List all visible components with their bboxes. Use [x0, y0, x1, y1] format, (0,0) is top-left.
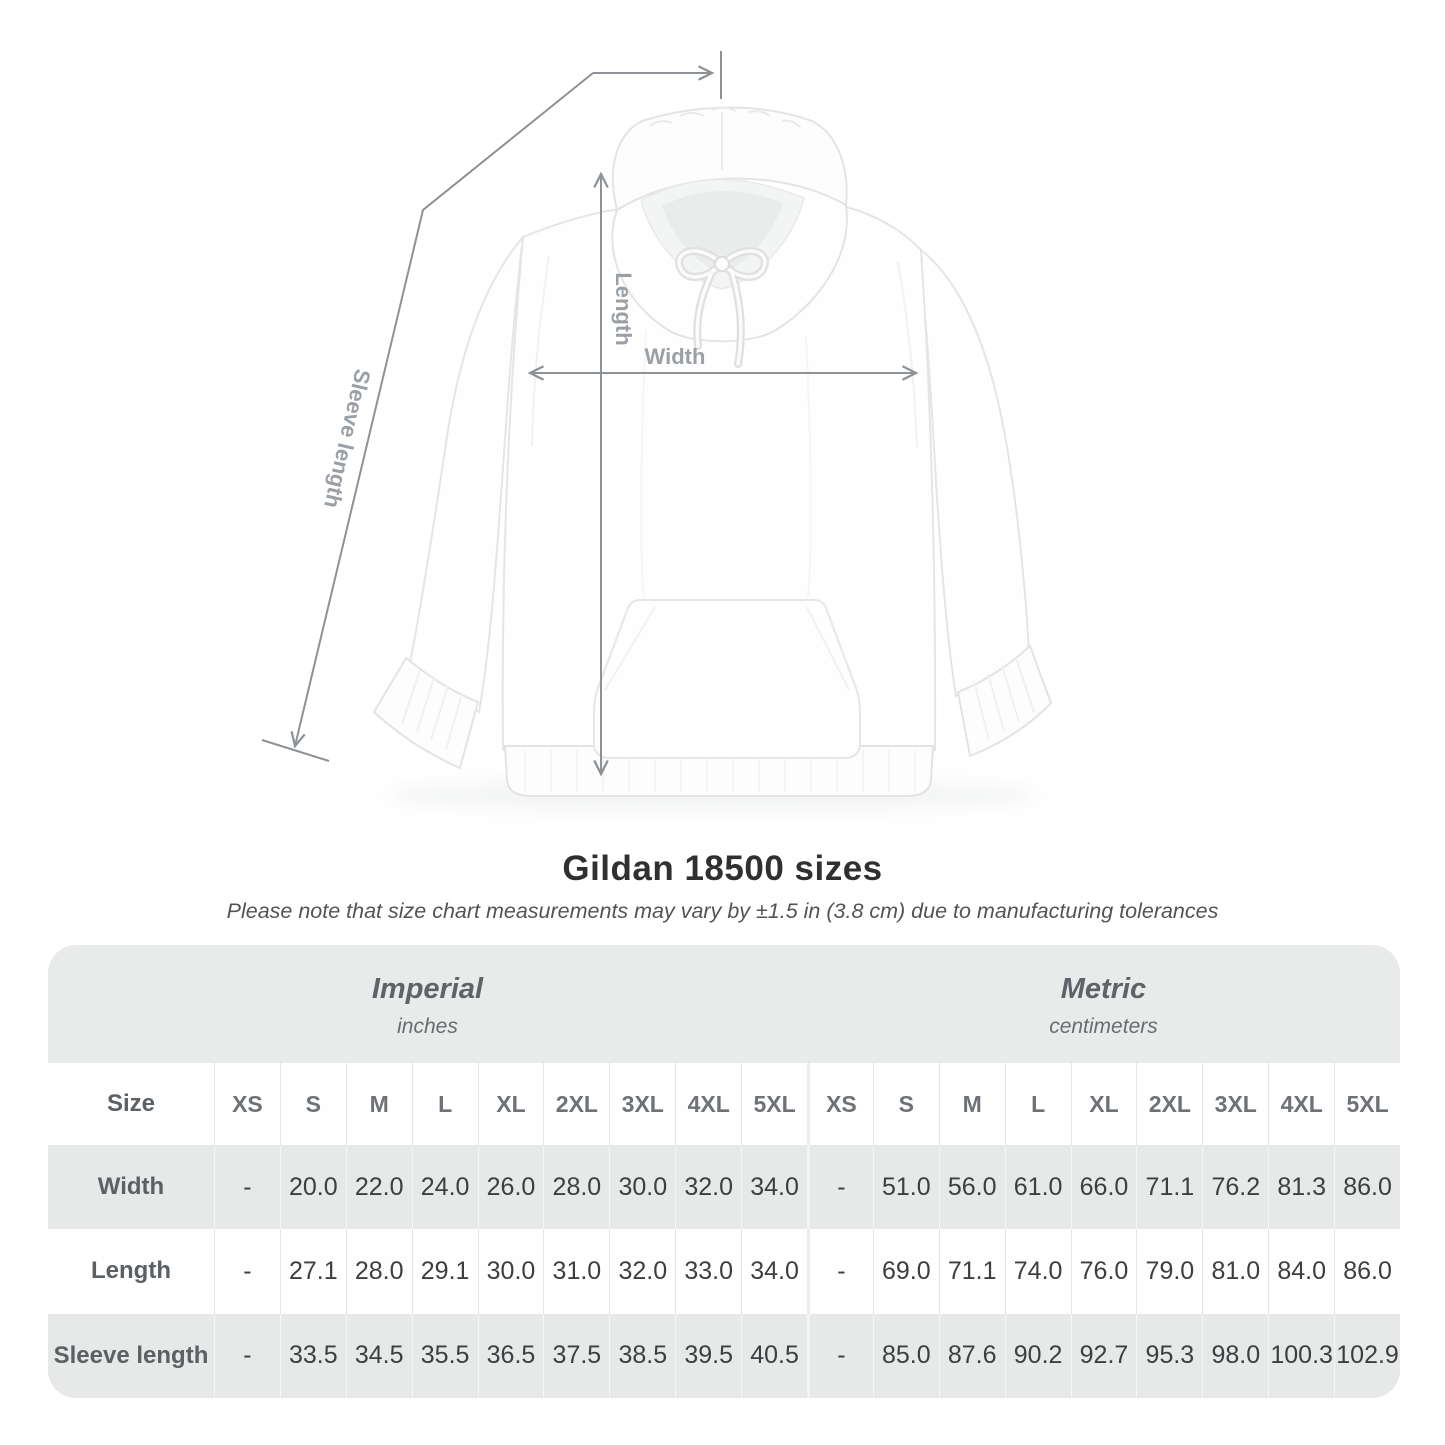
cell: - — [807, 1229, 873, 1313]
col-header: L — [412, 1063, 478, 1145]
cell: 81.3 — [1268, 1145, 1334, 1229]
cell: 27.1 — [280, 1229, 346, 1313]
cell: 28.0 — [346, 1229, 412, 1313]
hoodie-pocket — [594, 600, 860, 758]
cell: 30.0 — [609, 1145, 675, 1229]
col-header: XS — [807, 1063, 873, 1145]
cell: 87.6 — [939, 1314, 1005, 1398]
cell: 30.0 — [478, 1229, 544, 1313]
cell: 71.1 — [939, 1229, 1005, 1313]
cell: 76.0 — [1071, 1229, 1137, 1313]
cell: 95.3 — [1136, 1314, 1202, 1398]
cell: 33.0 — [675, 1229, 741, 1313]
cell: 26.0 — [478, 1145, 544, 1229]
col-header: 4XL — [1268, 1063, 1334, 1145]
cell: 29.1 — [412, 1229, 478, 1313]
cell: 92.7 — [1071, 1314, 1137, 1398]
size-table — [48, 945, 1400, 1398]
col-header: 2XL — [543, 1063, 609, 1145]
sleeve-length-label: Sleeve length — [319, 366, 376, 511]
cell: - — [214, 1229, 280, 1313]
cell: - — [214, 1145, 280, 1229]
tolerance-note: Please note that size chart measurements may vary by ±1.5 in (3.8 cm) due to manufacturing tolerances — [226, 899, 1219, 923]
metric-title: Metric — [1060, 973, 1147, 1005]
cell: 56.0 — [939, 1145, 1005, 1229]
cell: 100.3 — [1268, 1314, 1334, 1398]
cell: 84.0 — [1268, 1229, 1334, 1313]
cell: 102.9 — [1334, 1314, 1400, 1398]
width-label: Width — [644, 344, 706, 369]
cell: 40.5 — [741, 1314, 807, 1398]
cell: - — [214, 1314, 280, 1398]
row-label: Length — [48, 1229, 214, 1313]
cell: 86.0 — [1334, 1145, 1400, 1229]
col-header: XL — [478, 1063, 544, 1145]
cell: 66.0 — [1071, 1145, 1137, 1229]
cell: - — [807, 1145, 873, 1229]
imperial-title: Imperial — [371, 973, 484, 1005]
cell: 20.0 — [280, 1145, 346, 1229]
cell: 39.5 — [675, 1314, 741, 1398]
cell: 51.0 — [873, 1145, 939, 1229]
cell: 90.2 — [1005, 1314, 1071, 1398]
cell: 37.5 — [543, 1314, 609, 1398]
cell: 98.0 — [1202, 1314, 1268, 1398]
col-header: 5XL — [1334, 1063, 1400, 1145]
cell: 34.0 — [741, 1229, 807, 1313]
cell: 32.0 — [609, 1229, 675, 1313]
cell: 74.0 — [1005, 1229, 1071, 1313]
length-label: Length — [611, 272, 636, 346]
cell: 34.5 — [346, 1314, 412, 1398]
col-header: 3XL — [1202, 1063, 1268, 1145]
col-header: 5XL — [741, 1063, 807, 1145]
col-header: XS — [214, 1063, 280, 1145]
drawstring-knot — [715, 257, 729, 271]
cell: 32.0 — [675, 1145, 741, 1229]
col-header: 4XL — [675, 1063, 741, 1145]
cell: 79.0 — [1136, 1229, 1202, 1313]
row-label: Sleeve length — [48, 1314, 214, 1398]
metric-unit: centimeters — [1049, 1015, 1158, 1038]
cell: 38.5 — [609, 1314, 675, 1398]
col-header: S — [873, 1063, 939, 1145]
cell: 35.5 — [412, 1314, 478, 1398]
page-title: Gildan 18500 sizes — [562, 849, 883, 888]
cell: 76.2 — [1202, 1145, 1268, 1229]
col-header: M — [939, 1063, 1005, 1145]
cell: 31.0 — [543, 1229, 609, 1313]
col-header: L — [1005, 1063, 1071, 1145]
cell: 28.0 — [543, 1145, 609, 1229]
cell: 71.1 — [1136, 1145, 1202, 1229]
cell: 36.5 — [478, 1314, 544, 1398]
imperial-section-header — [48, 945, 807, 1063]
row-label: Width — [48, 1145, 214, 1229]
cell: 61.0 — [1005, 1145, 1071, 1229]
hoodie-illustration — [374, 108, 1051, 814]
col-header: 2XL — [1136, 1063, 1202, 1145]
cell: 86.0 — [1334, 1229, 1400, 1313]
cell: 24.0 — [412, 1145, 478, 1229]
size-header-cell: Size — [48, 1063, 214, 1145]
cell: 85.0 — [873, 1314, 939, 1398]
metric-section-header — [807, 945, 1400, 1063]
cell: 69.0 — [873, 1229, 939, 1313]
cell: 22.0 — [346, 1145, 412, 1229]
col-header: XL — [1071, 1063, 1137, 1145]
cell: 34.0 — [741, 1145, 807, 1229]
cell: - — [807, 1314, 873, 1398]
col-header: 3XL — [609, 1063, 675, 1145]
col-header: M — [346, 1063, 412, 1145]
imperial-unit: inches — [397, 1015, 458, 1038]
col-header: S — [280, 1063, 346, 1145]
cell: 33.5 — [280, 1314, 346, 1398]
cell: 81.0 — [1202, 1229, 1268, 1313]
